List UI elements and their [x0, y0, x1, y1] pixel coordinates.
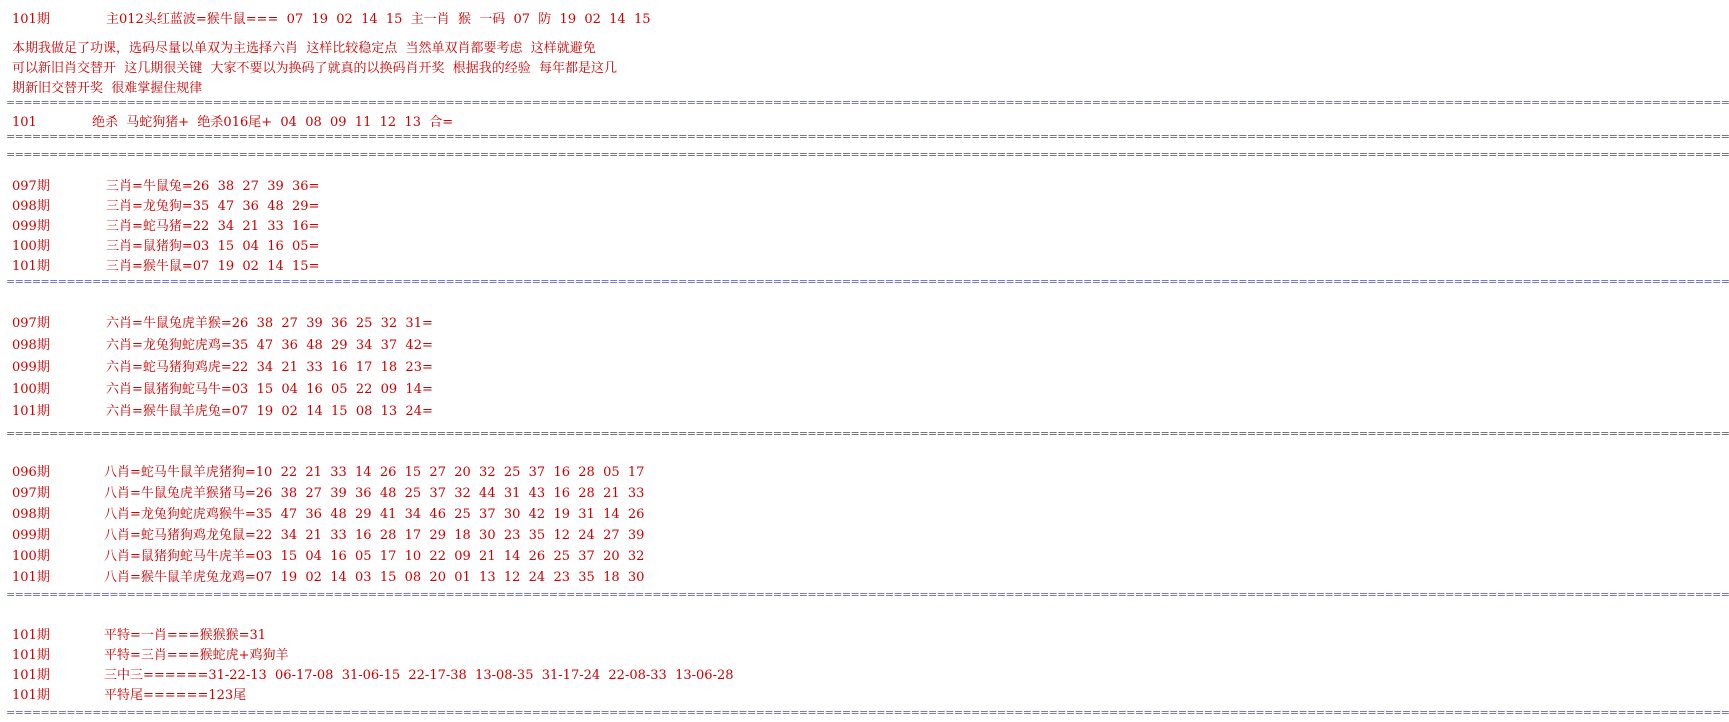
bottom-issue-4: 101期 [12, 688, 50, 703]
eight-row-3: 八肖=龙兔狗蛇虎鸡猴牛=35 47 36 48 29 41 34 46 25 37 30 42 19 31 14 26 [104, 507, 645, 522]
eight-row-6: 八肖=猴牛鼠羊虎兔龙鸡=07 19 02 14 03 15 08 20 01 13 12 24 23 35 18 30 [104, 570, 645, 585]
six-issue-5: 101期 [12, 404, 50, 419]
three-issue-1: 097期 [12, 179, 50, 194]
eight-row-2: 八肖=牛鼠兔虎羊猴猪马=26 38 27 39 36 48 25 37 32 44 31 43 16 28 21 33 [104, 486, 645, 501]
intro-line-1: 本期我做足了功课，选码尽量以单双为主选择六肖 这样比较稳定点 当然单双肖都要考虑 这样就避免 [12, 41, 596, 56]
bottom-issue-1: 101期 [12, 628, 50, 643]
three-row-5: 三肖=猴牛鼠=07 19 02 14 15= [106, 259, 320, 274]
three-issue-3: 099期 [12, 219, 50, 234]
eight-issue-4: 099期 [12, 528, 50, 543]
eight-issue-3: 098期 [12, 507, 50, 522]
eight-issue-1: 096期 [12, 465, 50, 480]
six-row-1: 六肖=牛鼠兔虎羊猴=26 38 27 39 36 25 32 31= [106, 316, 433, 331]
eight-issue-2: 097期 [12, 486, 50, 501]
eight-issue-6: 101期 [12, 570, 50, 585]
three-row-1: 三肖=牛鼠兔=26 38 27 39 36= [106, 179, 320, 194]
three-row-4: 三肖=鼠猪狗=03 15 04 16 05= [106, 239, 320, 254]
separator: ======================================================================================================================================================================================================== [6, 706, 1729, 719]
intro-line-2: 可以新旧肖交替开 这几期很关键 大家不要以为换码了就真的以换码肖开奖 根据我的经验 每年都是这几 [12, 61, 618, 76]
six-row-3: 六肖=蛇马猪狗鸡虎=22 34 21 33 16 17 18 23= [106, 360, 433, 375]
bottom-row-4: 平特尾======123尾 [104, 688, 247, 703]
six-issue-3: 099期 [12, 360, 50, 375]
separator: ======================================================================================================================================================================================================== [6, 130, 1729, 143]
separator: ======================================================================================================================================================================================================== [6, 148, 1729, 161]
six-row-2: 六肖=龙兔狗蛇虎鸡=35 47 36 48 29 34 37 42= [106, 338, 433, 353]
bottom-issue-2: 101期 [12, 648, 50, 663]
three-row-2: 三肖=龙兔狗=35 47 36 48 29= [106, 199, 320, 214]
bottom-issue-3: 101期 [12, 668, 50, 683]
three-issue-4: 100期 [12, 239, 50, 254]
three-issue-5: 101期 [12, 259, 50, 274]
kill-text: 绝杀 马蛇狗猪+ 绝杀016尾+ 04 08 09 11 12 13 合= [92, 115, 454, 130]
header-issue: 101期 [12, 12, 50, 27]
separator: ======================================================================================================================================================================================================== [6, 588, 1729, 601]
bottom-row-2: 平特=三肖===猴蛇虎+鸡狗羊 [104, 648, 289, 663]
eight-row-4: 八肖=蛇马猪狗鸡龙兔鼠=22 34 21 33 16 28 17 29 18 30 23 35 12 24 27 39 [104, 528, 645, 543]
eight-row-5: 八肖=鼠猪狗蛇马牛虎羊=03 15 04 16 05 17 10 22 09 21 14 26 25 37 20 32 [104, 549, 645, 564]
six-issue-2: 098期 [12, 338, 50, 353]
six-issue-4: 100期 [12, 382, 50, 397]
six-issue-1: 097期 [12, 316, 50, 331]
separator: ======================================================================================================================================================================================================== [6, 96, 1729, 109]
separator: ======================================================================================================================================================================================================== [6, 427, 1729, 440]
eight-row-1: 八肖=蛇马牛鼠羊虎猪狗=10 22 21 33 14 26 15 27 20 32 25 37 16 28 05 17 [104, 465, 645, 480]
three-row-3: 三肖=蛇马猪=22 34 21 33 16= [106, 219, 320, 234]
header-title: 主012头红蓝波=猴牛鼠=== 07 19 02 14 15 主一肖 猴 一码 07 防 19 02 14 15 [106, 12, 651, 27]
three-issue-2: 098期 [12, 199, 50, 214]
six-row-4: 六肖=鼠猪狗蛇马牛=03 15 04 16 05 22 09 14= [106, 382, 433, 397]
six-row-5: 六肖=猴牛鼠羊虎兔=07 19 02 14 15 08 13 24= [106, 404, 433, 419]
eight-issue-5: 100期 [12, 549, 50, 564]
intro-line-3: 期新旧交替开奖 很难掌握住规律 [12, 81, 203, 96]
bottom-row-1: 平特=一肖===猴猴猴=31 [104, 628, 267, 643]
kill-issue: 101 [12, 115, 37, 130]
separator: ======================================================================================================================================================================================================== [6, 275, 1729, 288]
bottom-row-3: 三中三======31-22-13 06-17-08 31-06-15 22-17-38 13-08-35 31-17-24 22-08-33 13-06-28 [104, 668, 734, 683]
